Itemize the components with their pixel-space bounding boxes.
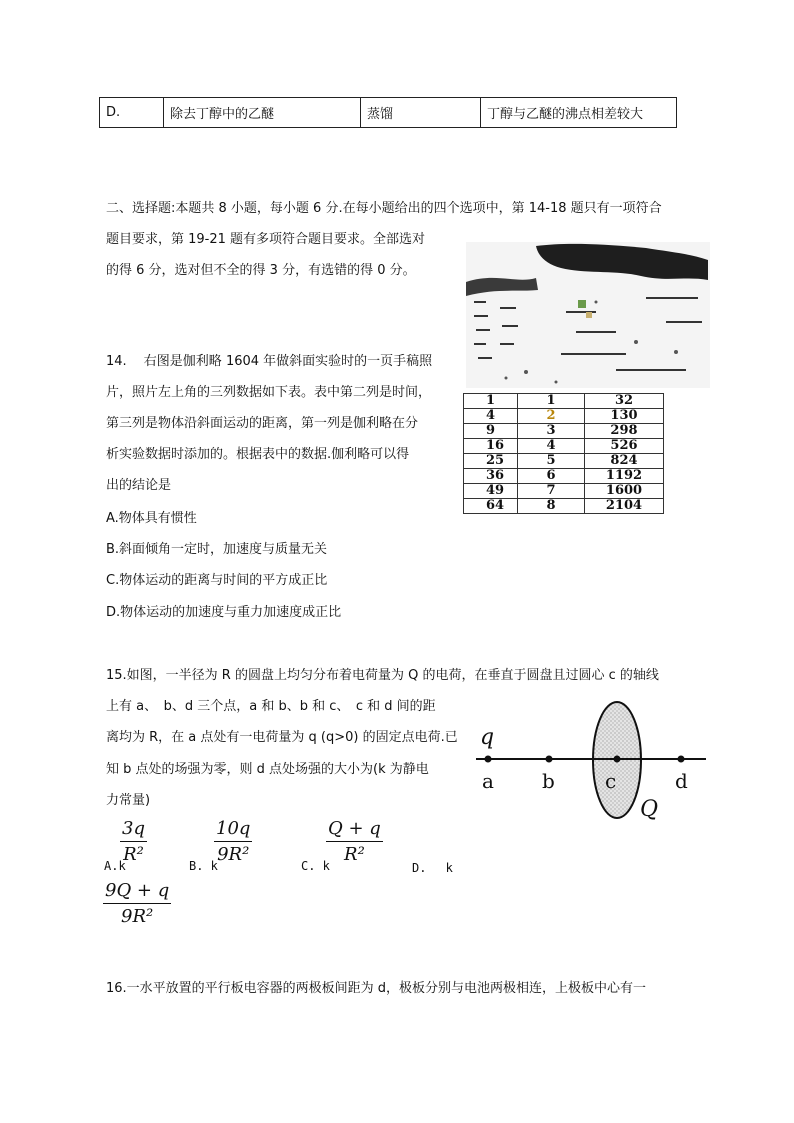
q14-line-1: 14. 右图是伽利略 1604 年做斜面实验时的一页手稿照: [106, 354, 433, 369]
fraction-numerator: Q + q: [326, 818, 383, 842]
fraction-denominator: R²: [344, 844, 365, 865]
label-q: q: [480, 725, 495, 750]
table-cell: 7: [518, 484, 585, 499]
label-d: d: [675, 769, 688, 793]
table-row: [464, 469, 664, 484]
table-cell: 298: [585, 424, 664, 439]
section-instruction-line-2: 题目要求，第 19-21 题有多项符合题目要求。全部选对: [106, 232, 426, 247]
table-cell: 824: [585, 454, 664, 469]
table-cell: 16: [464, 439, 518, 454]
table-cell: 2: [518, 409, 585, 424]
table-cell: 2104: [585, 499, 664, 514]
q15-line-2: 上有 a、 b、d 三个点，a 和 b、b 和 c、 c 和 d 间的距: [106, 699, 436, 714]
table-cell: 1192: [585, 469, 664, 484]
table-cell: 36: [464, 469, 518, 484]
table-cell: 1600: [585, 484, 664, 499]
table-cell: 5: [518, 454, 585, 469]
q14-option-c: C.物体运动的距离与时间的平方成正比: [106, 573, 328, 588]
q15-option-c-prefix: C. k: [301, 859, 330, 873]
q15-line-5: 力常量): [106, 793, 151, 808]
fraction-numerator: 10q: [214, 818, 252, 842]
table-cell: 64: [464, 499, 518, 514]
q14-line-4: 析实验数据时添加的。根据表中的数据.伽利略可以得: [106, 447, 410, 462]
q14-option-a: A.物体具有惯性: [106, 511, 197, 526]
q14-line-3: 第三列是物体沿斜面运动的距离，第一列是伽利略在分: [106, 416, 419, 431]
table-cell: 除去丁醇中的乙醚: [164, 98, 361, 128]
table-row: [464, 439, 664, 454]
q15-line-1: 15.如图，一半径为 R 的圆盘上均匀分布着电荷量为 Q 的电荷，在垂直于圆盘且过圆心 c 的轴线: [106, 668, 659, 683]
galileo-data-table: [463, 393, 664, 514]
q15-option-b-fraction: [214, 818, 252, 865]
q15-option-b-prefix: B. k: [189, 859, 218, 873]
fraction-denominator: R²: [123, 844, 144, 865]
charged-disk-figure: [470, 700, 710, 826]
q15-option-c-fraction: [326, 818, 383, 865]
table-cell: 丁醇与乙醚的沸点相差较大: [481, 98, 677, 128]
table-cell: 25: [464, 454, 518, 469]
label-c: c: [605, 769, 617, 793]
table-row: [464, 454, 664, 469]
table-row: [464, 484, 664, 499]
q15-option-d-fraction: [103, 880, 171, 927]
table-cell: 32: [585, 394, 664, 409]
table-cell: D.: [100, 98, 164, 128]
table-row: [464, 424, 664, 439]
q14-line-5: 出的结论是: [106, 478, 172, 493]
fraction-numerator: 9Q + q: [103, 880, 171, 904]
q16-line-1: 16.一水平放置的平行板电容器的两极板间距为 d，极板分别与电池两极相连，上极板中心有一: [106, 981, 647, 996]
table-cell: 3: [518, 424, 585, 439]
q14-option-b: B.斜面倾角一定时，加速度与质量无关: [106, 542, 328, 557]
label-b: b: [542, 769, 555, 793]
q15-line-4: 知 b 点处的场强为零，则 d 点处场强的大小为(k 为静电: [106, 762, 429, 777]
table-cell: 蒸馏: [361, 98, 481, 128]
table-cell: 1: [464, 394, 518, 409]
table-cell: 9: [464, 424, 518, 439]
table-cell: 8: [518, 499, 585, 514]
q14-option-d: D.物体运动的加速度与重力加速度成正比: [106, 605, 342, 620]
manuscript-photo: [466, 242, 710, 388]
section-instruction-line-1: 二、选择题:本题共 8 小题，每小题 6 分.在每小题给出的四个选项中，第 14-18 题只有一项符合: [106, 201, 662, 216]
table-row: [464, 499, 664, 514]
table-cell: 130: [585, 409, 664, 424]
q15-option-d-prefix: D. k: [412, 861, 453, 875]
table-cell: 4: [464, 409, 518, 424]
top-table: [99, 97, 677, 128]
label-a: a: [482, 769, 494, 793]
table-cell: 6: [518, 469, 585, 484]
section-instruction-line-3: 的得 6 分，选对但不全的得 3 分，有选错的得 0 分。: [106, 263, 416, 278]
table-cell: 4: [518, 439, 585, 454]
table-cell: 526: [585, 439, 664, 454]
table-cell: 49: [464, 484, 518, 499]
label-Q: Q: [640, 797, 659, 822]
table-row: [464, 409, 664, 424]
q15-option-a-fraction: [120, 818, 147, 865]
q15-line-3: 离均为 R，在 a 点处有一电荷量为 q (q>0) 的固定点电荷.已: [106, 730, 458, 745]
table-row: [100, 98, 677, 128]
table-cell: 1: [518, 394, 585, 409]
fraction-denominator: 9R²: [121, 906, 154, 927]
q15-option-a-prefix: A.k: [104, 859, 126, 873]
q14-line-2: 片，照片左上角的三列数据如下表。表中第二列是时间，: [106, 385, 432, 400]
table-row: [464, 394, 664, 409]
fraction-numerator: 3q: [120, 818, 147, 842]
fraction-denominator: 9R²: [217, 844, 250, 865]
